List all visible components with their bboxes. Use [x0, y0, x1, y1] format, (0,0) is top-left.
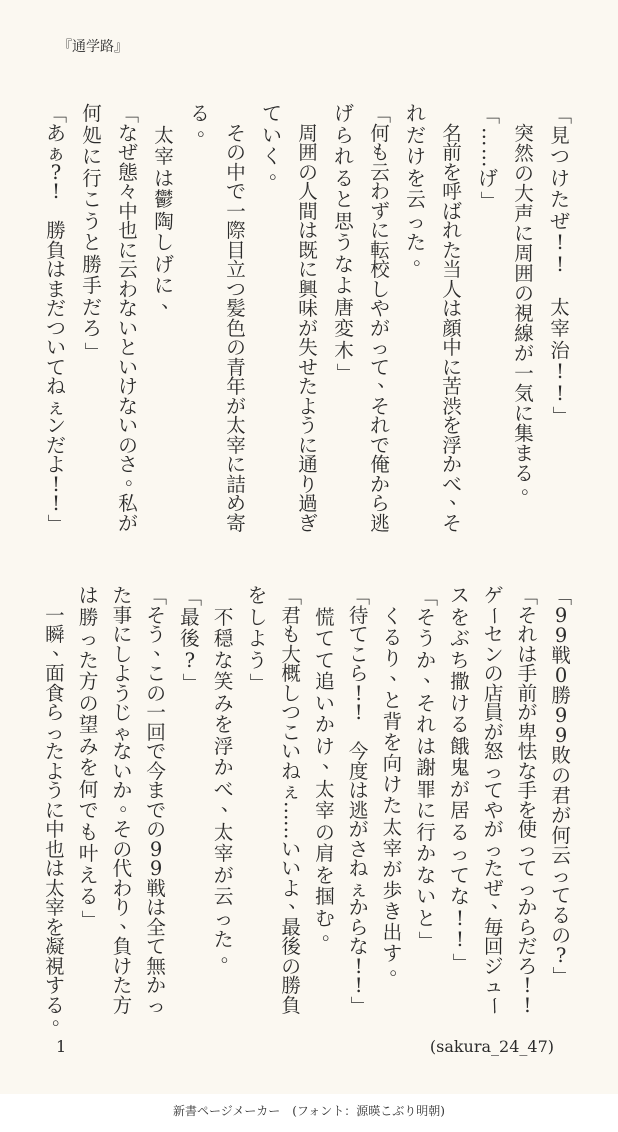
- text-column: 一 瞬 、 面 食 ら っ た よ う に 中 也 は 太 宰 を 凝 視 す る 。: [45, 603, 72, 1029]
- text-column: 太 宰 は 鬱 陶 し げ に 、: [154, 123, 181, 312]
- text-column: ゲ ー セ ン の 店 員 が 怒 っ て や が っ た ぜ 、 毎 回 ジ ュ ー: [482, 584, 511, 1015]
- text-column: て い く 。: [262, 102, 289, 183]
- text-column: れ だ け を 云 っ た 。: [406, 102, 433, 269]
- text-column: 「 な ぜ 態 々 中 也 に 云 わ な い と い け な い の さ 。 私 が: [116, 103, 145, 535]
- text-column: 「 … … げ 」: [477, 104, 501, 211]
- text-block-bottom: [38, 584, 578, 1029]
- text-column: 周 囲 の 人 間 は 既 に 興 味 が 失 せ た よ う に 通 り 過 ぎ: [298, 121, 318, 535]
- text-column: 「 何 も 云 わ ず に 転 校 し や が っ て 、 そ れ で 俺 か ら 逃: [368, 103, 397, 535]
- text-column: 「 9 9 戦 0 勝 9 9 敗 の 君 が 何 云 っ て る の ? 」: [550, 586, 574, 986]
- text-block-top: [38, 102, 578, 535]
- text-column: を し よ う 」: [247, 584, 271, 693]
- text-column: る 。: [190, 102, 217, 140]
- text-column: げ ら れ る と 思 う な よ 唐 変 木 」: [333, 102, 357, 383]
- text-column: 「 あ ぁ ? ! 勝 負 は ま だ つ い て ね ぇ ン だ よ ! ! 」: [44, 103, 68, 533]
- text-column: 慌 て て 追 い か け 、 太 宰 の 肩 を 掴 む 。: [315, 605, 342, 944]
- text-column: 「 待 て こ ら ! ! 今 度 は 逃 が さ ね ぇ か ら な ! ! 」: [347, 585, 371, 1015]
- text-column: そ の 中 で 一 際 目 立 つ 髪 色 の 青 年 が 太 宰 に 詰 め 寄: [226, 121, 246, 535]
- text-column: 「 そ れ は 手 前 が 卑 怯 な 手 を 使 っ て っ か ら だ ろ ! !: [516, 585, 540, 1017]
- text-column: く る り 、 と 背 を 向 け た 太 宰 が 歩 き 出 す 。: [382, 605, 410, 979]
- author-handle: (sakura_24_47): [429, 1037, 554, 1056]
- text-column: 「 最 後 ? 」: [179, 586, 203, 693]
- text-column: た 事 に し よ う じ ゃ な い か 。 そ の 代 わ り 、 負 け た 方: [112, 584, 140, 1017]
- text-column: 名 前 を 呼 ば れ た 当 人 は 顔 中 に 苦 渋 を 浮 か べ 、 そ: [442, 121, 469, 535]
- text-column: 不 穏 な 笑 み を 浮 か べ 、 太 宰 が 云 っ た 。: [213, 605, 241, 966]
- text-column: 何 処 に 行 こ う と 勝 手 だ ろ 」: [81, 102, 105, 361]
- text-column: 「 そ う 、 こ の 一 回 で 今 ま で の 9 9 戦 は 全 て 無 か っ: [144, 585, 173, 1017]
- story-title: 『通学路』: [58, 39, 128, 55]
- text-column: 「 君 も 大 概 し つ こ い ね ぇ … … い い よ 、 最 後 の 勝 負: [279, 585, 308, 1017]
- page-number: 1: [56, 1037, 67, 1056]
- text-column: は 勝 っ た 方 の 望 み を 何 で も 叶 え る 」: [78, 584, 102, 929]
- text-column: 突 然 の 大 声 に 周 囲 の 視 線 が 一 気 に 集 ま る 。: [514, 122, 541, 498]
- text-column: ス を ぶ ち 撒 け る 餓 鬼 が 居 る っ て な ! ! 」: [449, 584, 473, 972]
- footer-credit: 新書ページメーカー (フォント：源暎こぶり明朝): [173, 1104, 445, 1118]
- text-column: 「 そ う か 、 そ れ は 謝 罪 に 行 か な い と 」: [415, 586, 443, 951]
- text-column: 「 見 つ け た ぜ ! ! 太 宰 治 ! ! 」: [549, 104, 573, 426]
